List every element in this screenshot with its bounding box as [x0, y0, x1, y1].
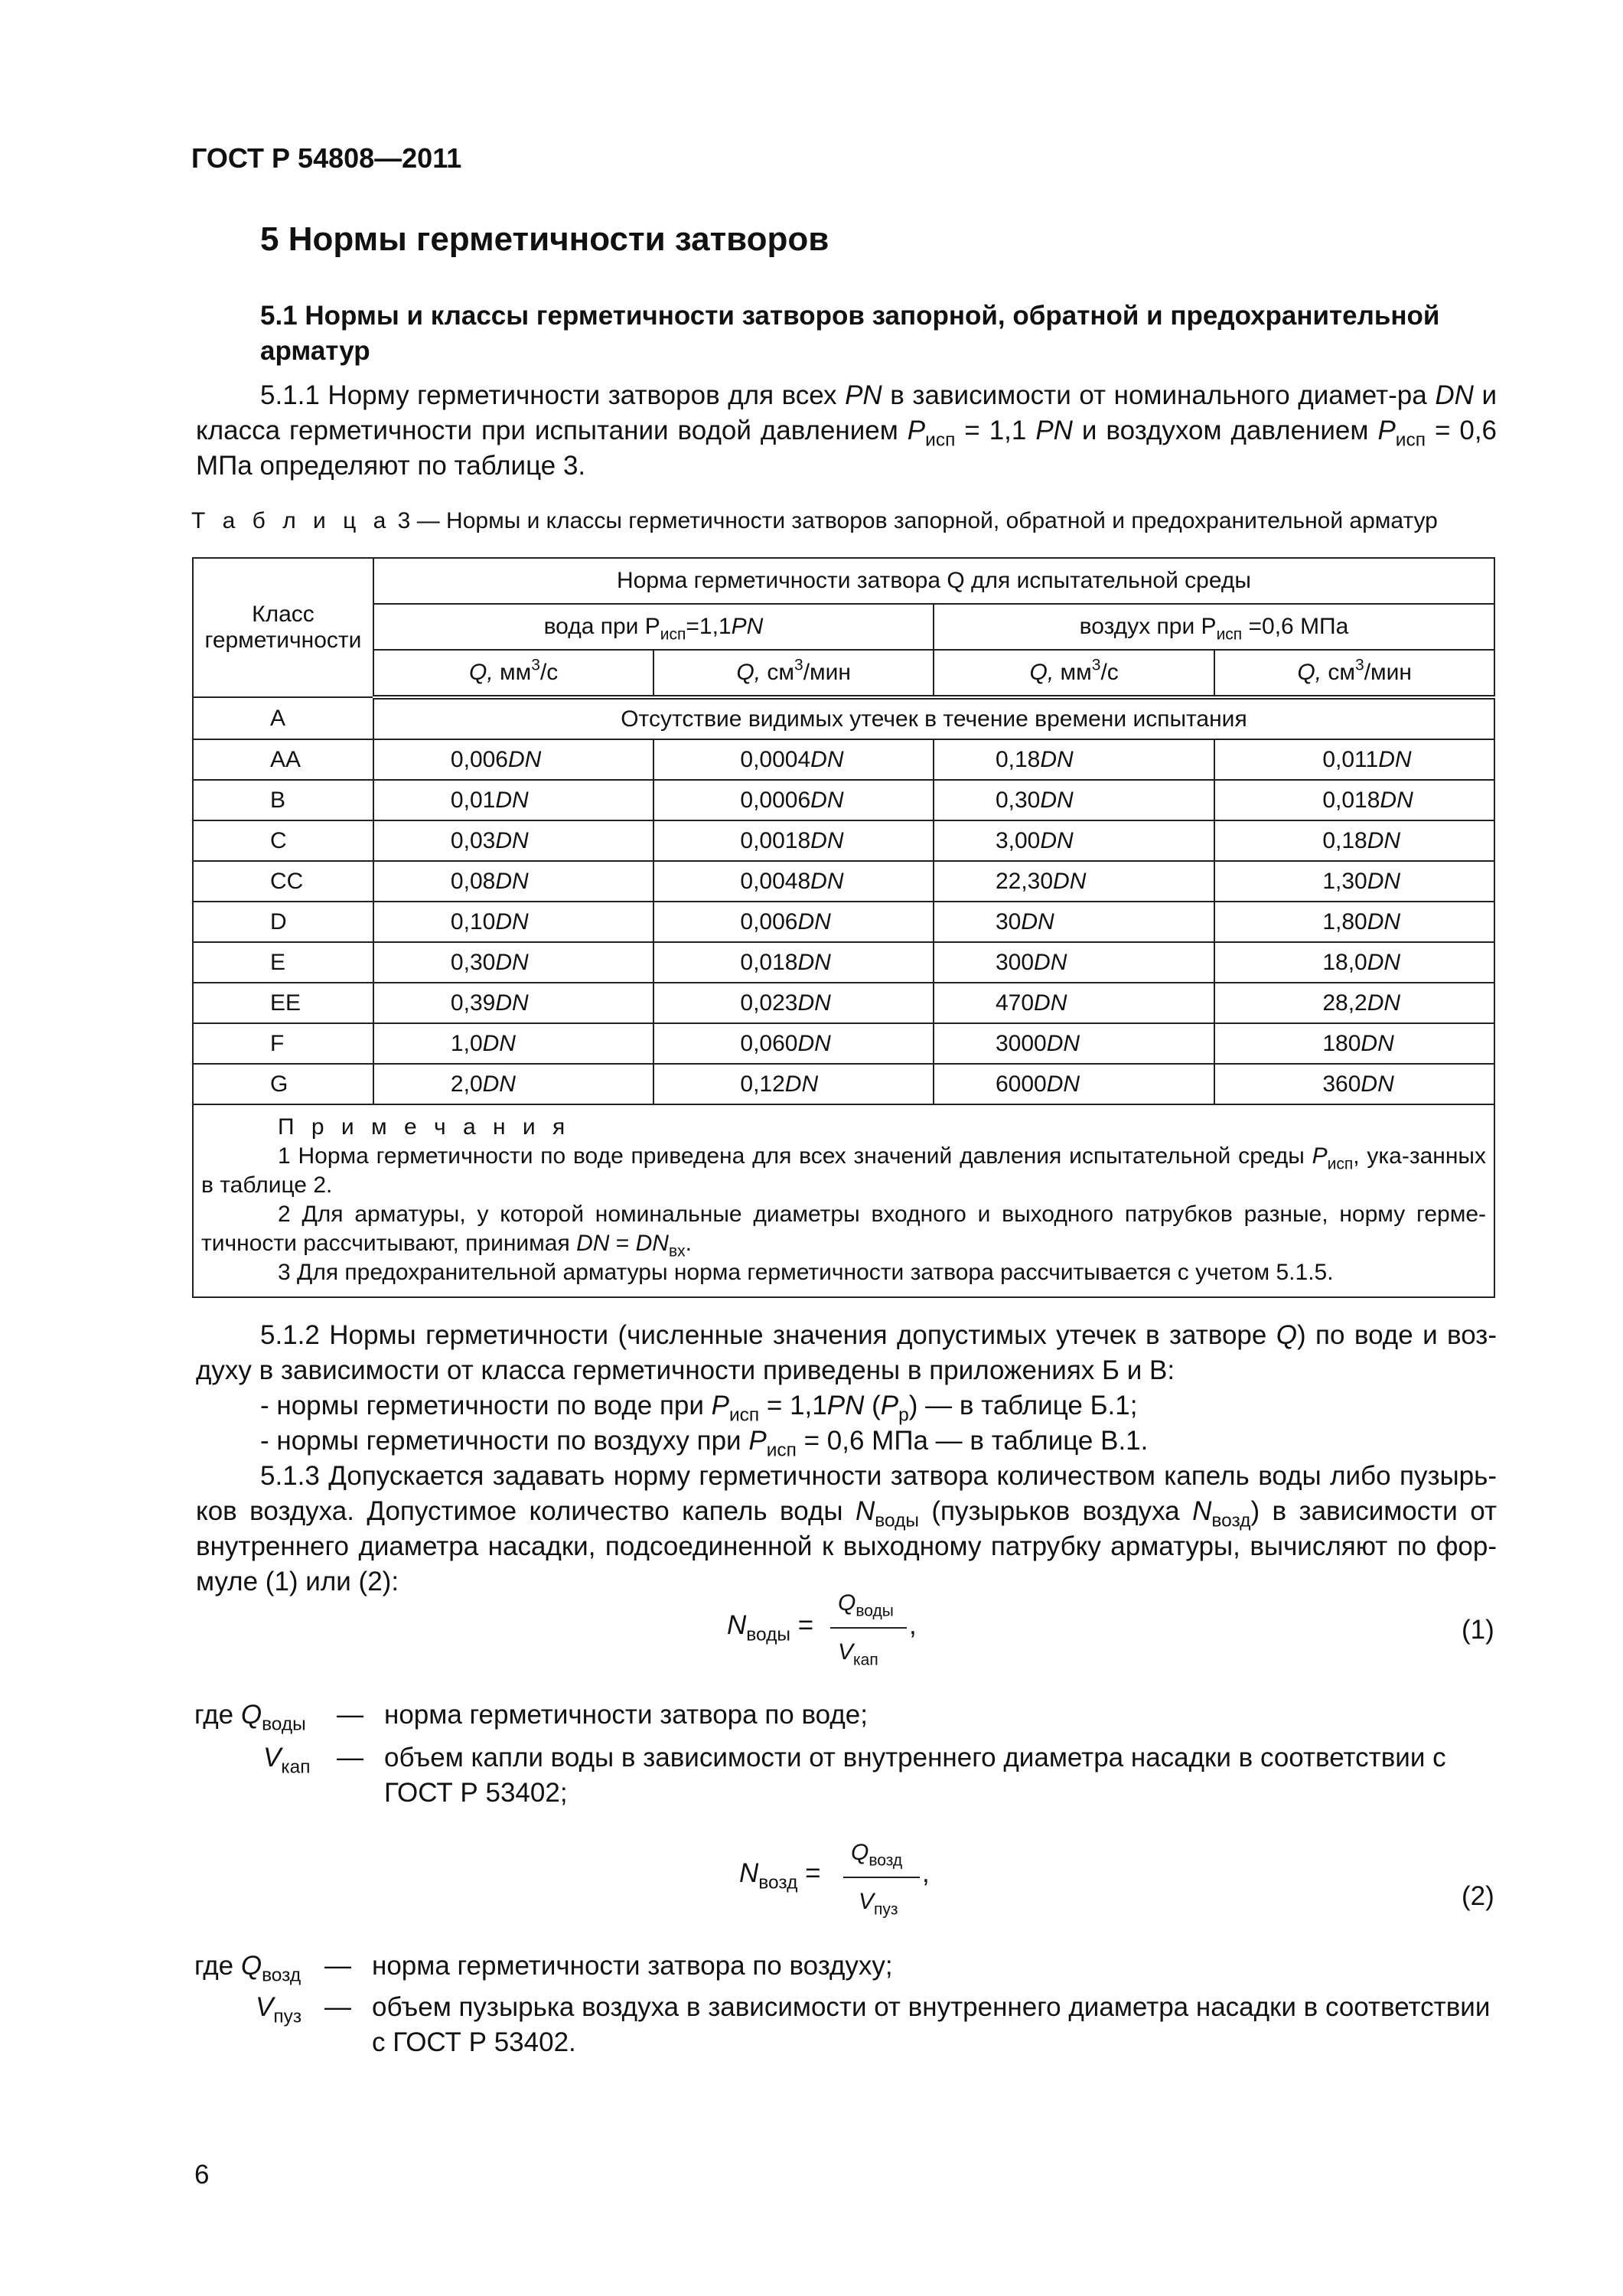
table-row [193, 902, 1494, 942]
value-cell: 0,0018DN [653, 820, 934, 861]
where-2-desc-2: объем пузырька воздуха в зависимости от внутреннего диаметра насадки в соответствии с ГОСТ Р 53402. [372, 1992, 1491, 2057]
class-cell: F [193, 1023, 373, 1064]
value-cell: 0,023DN [653, 983, 934, 1023]
table-row [193, 942, 1494, 983]
class-cell: G [193, 1064, 373, 1104]
class-cell: EE [193, 983, 373, 1023]
where-1-desc-2: объем капли воды в зависимости от внутреннего диаметра насадки в соответствии с ГОСТ Р 53402; [384, 1743, 1446, 1808]
where-2-dash-1: — [324, 1951, 351, 1981]
section-title: 5 Нормы герметичности затворов [260, 220, 829, 258]
formula-1-lhs: $N_{воды}$ = [727, 1610, 814, 1645]
table-caption: Т а б л и ц а 3 — Нормы и классы герметичности затворов запорной, обратной и предохранительной арматур [191, 508, 1438, 533]
table-row [193, 1023, 1494, 1064]
paragraph-5-1-2: 5.1.2 Нормы герметичности (численные значения допустимых утечек в затворе Q) по воде и воз-духу в зависимости от класса герметичности приведены в приложениях Б и В: [196, 1320, 1497, 1385]
where-1-dash-1: — [337, 1700, 363, 1730]
value-cell: 1,0DN [373, 1023, 653, 1064]
unit-header: Q, $мм^3/с$ [373, 650, 653, 697]
value-cell: 0,03DN [373, 820, 653, 861]
notes-title: П р и м е ч а н и я [278, 1114, 571, 1140]
value-cell: 22,30DN [934, 861, 1214, 902]
where-1-symbol-2: $V_{кап}$ [263, 1743, 311, 1778]
document-code: ГОСТ Р 54808—2011 [191, 142, 462, 174]
norm-header: Норма герметичности затвора Q для испытательной среды [373, 558, 1494, 604]
formula-2-number: (2) [1462, 1881, 1494, 1911]
paragraph-5-1-3: 5.1.3 Допускается задавать норму герметичности затвора количеством капель воды либо пузырь-ков воздуха. Допустимое количество капель воды $N_{воды}$ (пузырьков воздуха $N_{возд}$) в зависимости от внутреннего диаметра насадки, подсоединенной к выходному патрубку арматуры, вычисляют по фор-муле (1) или (2): [196, 1461, 1498, 1596]
value-cell: 0,08DN [373, 861, 653, 902]
paragraph-5-1-1: 5.1.1 Норму герметичности затворов для всех PN в зависимости от номинального диамет-ра DN и класса герметичности при испытании водой давлением $P_{исп} = 1,1$ PN и воздухом давлением $P_{исп} = 0,6$ МПа определяют по таблице 3. [196, 380, 1498, 481]
value-cell: 0,30DN [934, 780, 1214, 820]
subsection-title-line2: арматур [260, 336, 370, 366]
note-3: 3 Для предохранительной арматуры норма герметичности затвора рассчитывается с учетом 5.1.5. [278, 1260, 1334, 1285]
value-cell: 300DN [934, 942, 1214, 983]
table-row [193, 780, 1494, 820]
value-cell: 0,30DN [373, 942, 653, 983]
value-cell: 0,011DN [1214, 739, 1494, 780]
where-2-desc-1: норма герметичности затвора по воздуху; [372, 1951, 893, 1981]
value-cell: 0,18DN [934, 739, 1214, 780]
class-cell: AA [193, 739, 373, 780]
table-row [193, 861, 1494, 902]
value-cell: 1,80DN [1214, 902, 1494, 942]
value-cell: 18,0DN [1214, 942, 1494, 983]
value-cell: 0,0006DN [653, 780, 934, 820]
table-row [193, 739, 1494, 780]
value-cell: 0,18DN [1214, 820, 1494, 861]
class-header: Класс герметичности [193, 558, 373, 697]
note-2: 2 Для арматуры, у которой номинальные диаметры входного и выходного патрубков разные, норму герме-тичности рассчитывают, принимая DN = $DN_{вх}$. [201, 1202, 1486, 1261]
page-number: 6 [194, 2160, 210, 2190]
where-1-desc-1: норма герметичности затвора по воде; [384, 1700, 868, 1730]
class-cell: B [193, 780, 373, 820]
water-header: вода при $P_{исп}=1,1PN$ [373, 604, 934, 650]
value-cell: 0,060DN [653, 1023, 934, 1064]
value-cell: 360DN [1214, 1064, 1494, 1104]
fraction-bar [830, 1627, 907, 1629]
value-cell: 0,006DN [373, 739, 653, 780]
value-cell: 3000DN [934, 1023, 1214, 1064]
class-cell: C [193, 820, 373, 861]
unit-header: Q, $см^3$/мин [653, 650, 934, 697]
class-cell: CC [193, 861, 373, 902]
subsection-title-line1: 5.1 Нормы и классы герметичности затворов запорной, обратной и предохранительной [260, 301, 1440, 331]
table-row [193, 820, 1494, 861]
formula-2-lhs: $N_{возд}$ = [739, 1858, 821, 1893]
value-cell: 0,018DN [1214, 780, 1494, 820]
value-cell: 0,0004DN [653, 739, 934, 780]
value-cell: 180DN [1214, 1023, 1494, 1064]
formula-1-comma: , [909, 1610, 917, 1640]
class-cell: E [193, 942, 373, 983]
air-header: воздух при $P_{исп} =0,6$ МПа [934, 604, 1494, 650]
list-item-air: - нормы герметичности по воздуху при $P_{исп} = 0,6$ МПа — в таблице В.1. [260, 1426, 1149, 1461]
value-cell: 0,018DN [653, 942, 934, 983]
formula-2-numerator: $Q_{возд}$ [851, 1840, 903, 1870]
value-cell: 6000DN [934, 1064, 1214, 1104]
value-cell: 0,12DN [653, 1064, 934, 1104]
table-row [193, 983, 1494, 1023]
value-cell: 0,01DN [373, 780, 653, 820]
value-cell: 28,2DN [1214, 983, 1494, 1023]
where-1-symbol-1: где $Q_{воды}$ [194, 1700, 306, 1735]
class-cell: A [193, 697, 373, 739]
where-2-symbol-1: где $Q_{возд}$ [194, 1951, 301, 1986]
formula-1-number: (1) [1462, 1615, 1494, 1645]
leak-tightness-table [192, 557, 1495, 1298]
value-cell: 3,00DN [934, 820, 1214, 861]
where-1-dash-2: — [337, 1743, 363, 1773]
table-row [193, 1064, 1494, 1104]
value-cell: 0,0048DN [653, 861, 934, 902]
value-cell: 470DN [934, 983, 1214, 1023]
where-2-dash-2: — [324, 1992, 351, 2022]
where-2-symbol-2: $V_{пуз}$ [256, 1992, 302, 2027]
formula-2-comma: , [922, 1858, 930, 1888]
formula-1-numerator: $Q_{воды}$ [838, 1590, 894, 1620]
fraction-bar [843, 1877, 920, 1878]
class-cell: D [193, 902, 373, 942]
value-cell: 0,39DN [373, 983, 653, 1023]
table-notes [193, 1104, 1494, 1297]
list-item-water: - нормы герметичности по воде при $P_{исп} = 1,1PN$ $(P_р)$ — в таблице Б.1; [260, 1391, 1138, 1426]
value-cell: 1,30DN [1214, 861, 1494, 902]
value-cell: 2,0DN [373, 1064, 653, 1104]
formula-2-denominator: $V_{пуз}$ [859, 1889, 898, 1919]
note-1: 1 Норма герметичности по воде приведена для всех значений давления испытательной среды $P_{исп}$, ука-занных в таблице 2. [201, 1143, 1486, 1198]
value-cell: 0,006DN [653, 902, 934, 942]
class-a-description: Отсутствие видимых утечек в течение времени испытания [373, 697, 1494, 739]
subsection-title [260, 298, 1500, 369]
value-cell: 30DN [934, 902, 1214, 942]
unit-header: Q, $мм^3/с$ [934, 650, 1214, 697]
formula-1-denominator: $V_{кап}$ [838, 1639, 878, 1669]
value-cell: 0,10DN [373, 902, 653, 942]
unit-header: Q, $см^3$/мин [1214, 650, 1494, 697]
